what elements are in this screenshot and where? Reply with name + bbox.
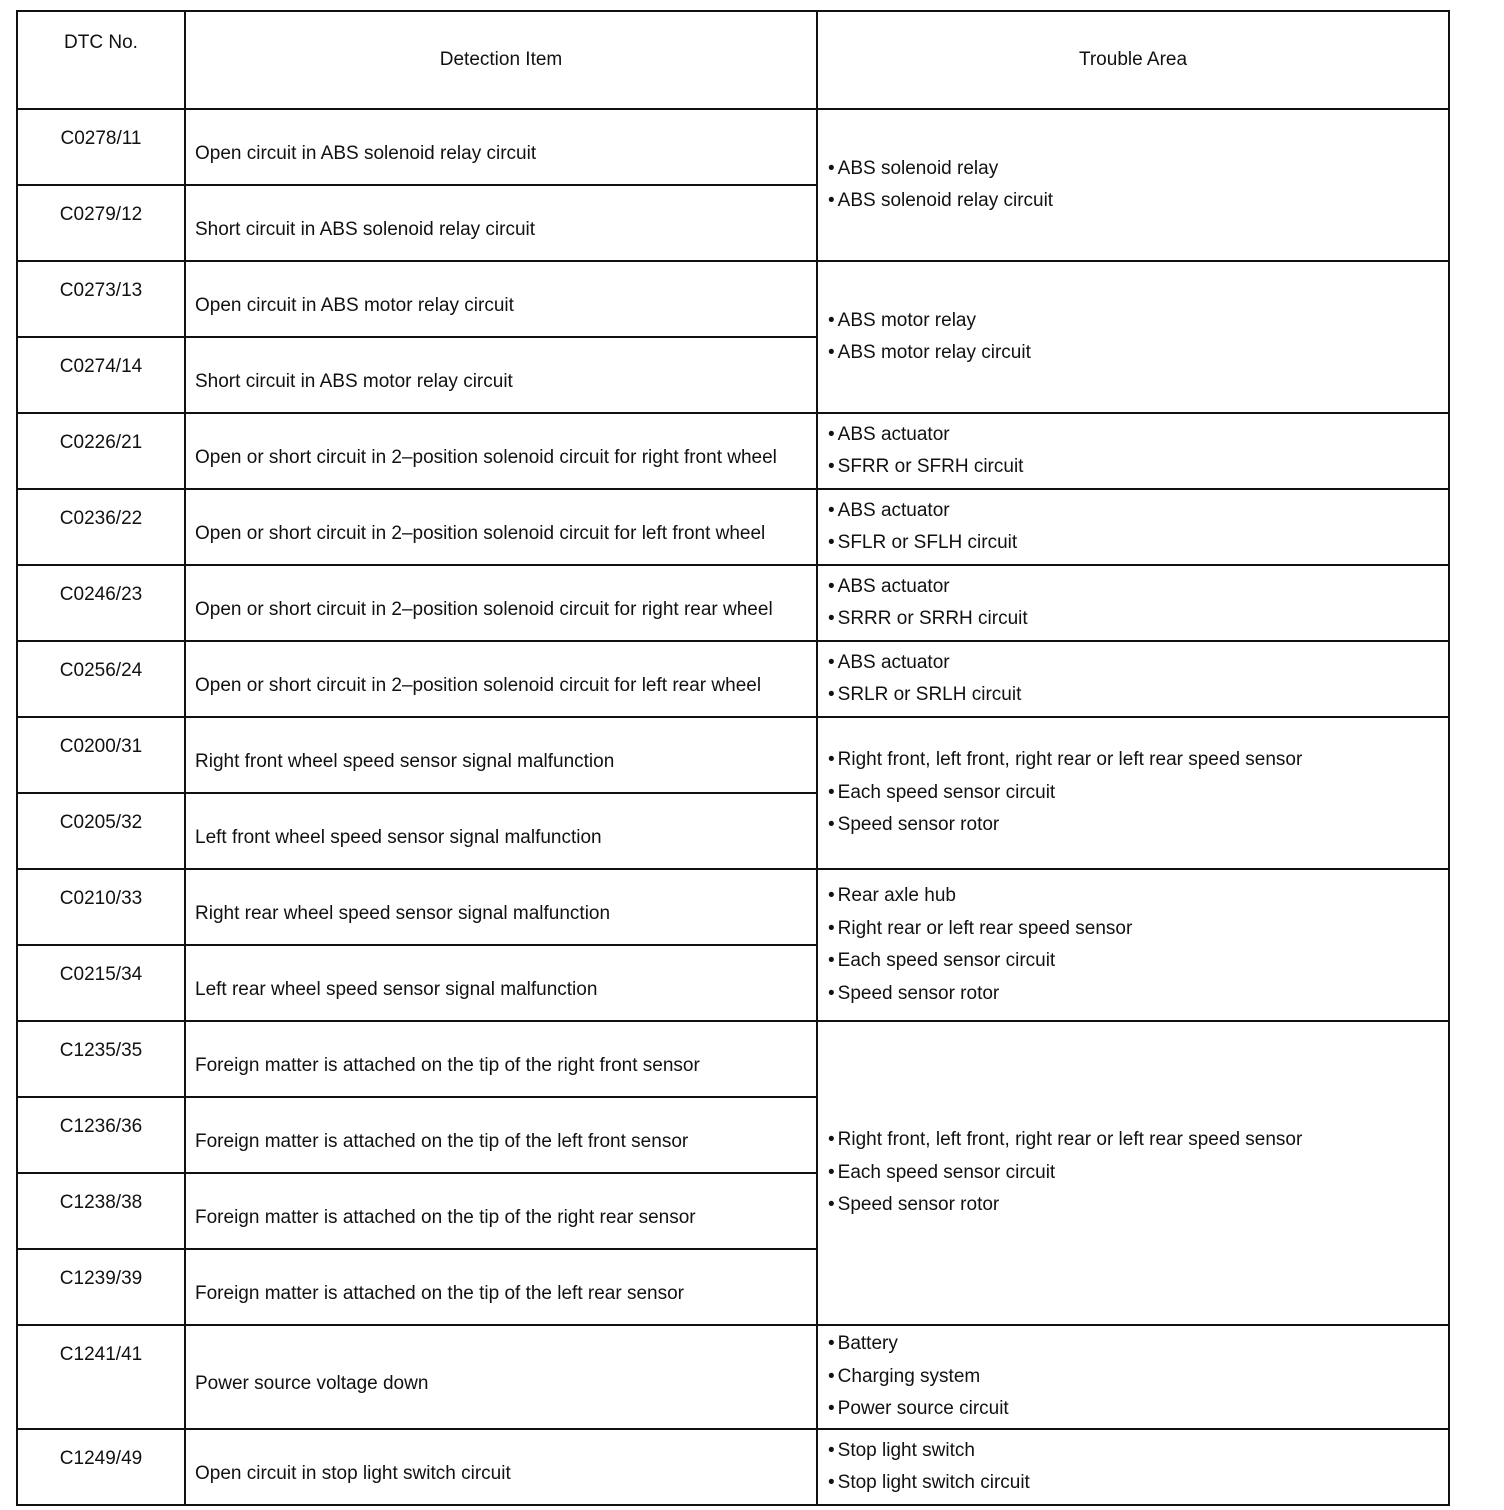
dtc-code: C0215/34	[17, 945, 185, 1021]
trouble-area-item: • Speed sensor rotor	[828, 1189, 1442, 1222]
header-trouble-area: Trouble Area	[817, 11, 1449, 109]
table-row	[17, 413, 1449, 489]
trouble-area-item: • Stop light switch	[828, 1435, 1442, 1468]
table-row	[17, 717, 1449, 793]
detection-item: Foreign matter is attached on the tip of the right front sensor	[185, 1021, 817, 1097]
detection-item: Short circuit in ABS motor relay circuit	[185, 337, 817, 413]
detection-item: Open or short circuit in 2–position solenoid circuit for left rear wheel	[185, 641, 817, 717]
dtc-code: C0274/14	[17, 337, 185, 413]
trouble-area-item: • Each speed sensor circuit	[828, 1157, 1442, 1190]
detection-item: Foreign matter is attached on the tip of the left rear sensor	[185, 1249, 817, 1325]
trouble-area-item: • SRLR or SRLH circuit	[828, 679, 1442, 712]
header-detection-item: Detection Item	[185, 11, 817, 109]
table-row	[17, 489, 1449, 565]
detection-item: Open circuit in ABS solenoid relay circuit	[185, 109, 817, 185]
dtc-code: C0246/23	[17, 565, 185, 641]
trouble-area	[817, 717, 1449, 869]
detection-item: Open or short circuit in 2–position solenoid circuit for left front wheel	[185, 489, 817, 565]
trouble-area-item: • ABS actuator	[828, 571, 1442, 604]
trouble-area-item: • Rear axle hub	[828, 880, 1442, 913]
trouble-area-item: • SFLR or SFLH circuit	[828, 527, 1442, 560]
trouble-area-item: • Stop light switch circuit	[828, 1467, 1442, 1500]
trouble-area	[817, 1429, 1449, 1505]
detection-item: Open circuit in stop light switch circuit	[185, 1429, 817, 1505]
table-row	[17, 565, 1449, 641]
dtc-code: C0205/32	[17, 793, 185, 869]
detection-item: Power source voltage down	[185, 1325, 817, 1429]
trouble-area-item: • ABS solenoid relay	[828, 153, 1442, 186]
trouble-area-item: • ABS actuator	[828, 495, 1442, 528]
trouble-area	[817, 869, 1449, 1021]
trouble-area-item: • Battery	[828, 1328, 1442, 1361]
trouble-area	[817, 565, 1449, 641]
trouble-area-item: • ABS actuator	[828, 419, 1442, 452]
trouble-area-item: • ABS motor relay circuit	[828, 337, 1442, 370]
header-dtc-no: DTC No.	[17, 11, 185, 109]
trouble-area	[817, 641, 1449, 717]
trouble-area-item: • Speed sensor rotor	[828, 978, 1442, 1011]
trouble-area-item: • Right rear or left rear speed sensor	[828, 913, 1442, 946]
trouble-area	[817, 1021, 1449, 1325]
table-row	[17, 1429, 1449, 1505]
detection-item: Right front wheel speed sensor signal malfunction	[185, 717, 817, 793]
detection-item: Foreign matter is attached on the tip of the right rear sensor	[185, 1173, 817, 1249]
trouble-area-item: • Right front, left front, right rear or left rear speed sensor	[828, 1124, 1442, 1157]
dtc-code: C0210/33	[17, 869, 185, 945]
detection-item: Open or short circuit in 2–position solenoid circuit for right rear wheel	[185, 565, 817, 641]
dtc-code: C1236/36	[17, 1097, 185, 1173]
dtc-code: C1241/41	[17, 1325, 185, 1429]
dtc-code: C0273/13	[17, 261, 185, 337]
table-row	[17, 1325, 1449, 1429]
trouble-area-item: • Each speed sensor circuit	[828, 945, 1442, 978]
table-row	[17, 109, 1449, 185]
trouble-area-item: • ABS actuator	[828, 647, 1442, 680]
trouble-area	[817, 261, 1449, 413]
detection-item: Left rear wheel speed sensor signal malfunction	[185, 945, 817, 1021]
detection-item: Open or short circuit in 2–position solenoid circuit for right front wheel	[185, 413, 817, 489]
dtc-table	[16, 10, 1450, 1506]
dtc-code: C0278/11	[17, 109, 185, 185]
trouble-area-item: • Each speed sensor circuit	[828, 777, 1442, 810]
dtc-code: C0226/21	[17, 413, 185, 489]
dtc-code: C1239/39	[17, 1249, 185, 1325]
detection-item: Open circuit in ABS motor relay circuit	[185, 261, 817, 337]
header-row	[17, 11, 1449, 109]
trouble-area-item: • ABS motor relay	[828, 305, 1442, 338]
dtc-code: C1249/49	[17, 1429, 185, 1505]
trouble-area-item: • Charging system	[828, 1361, 1442, 1394]
trouble-area	[817, 109, 1449, 261]
trouble-area-item: • SRRR or SRRH circuit	[828, 603, 1442, 636]
detection-item: Short circuit in ABS solenoid relay circuit	[185, 185, 817, 261]
trouble-area	[817, 413, 1449, 489]
trouble-area-item: • SFRR or SFRH circuit	[828, 451, 1442, 484]
dtc-code: C1238/38	[17, 1173, 185, 1249]
dtc-code: C0279/12	[17, 185, 185, 261]
table-row	[17, 261, 1449, 337]
detection-item: Left front wheel speed sensor signal malfunction	[185, 793, 817, 869]
trouble-area	[817, 489, 1449, 565]
table-row	[17, 1021, 1449, 1097]
dtc-code: C0200/31	[17, 717, 185, 793]
dtc-code: C0236/22	[17, 489, 185, 565]
table-body	[17, 109, 1449, 1505]
trouble-area-item: • Right front, left front, right rear or left rear speed sensor	[828, 744, 1442, 777]
detection-item: Foreign matter is attached on the tip of the left front sensor	[185, 1097, 817, 1173]
table-row	[17, 641, 1449, 717]
trouble-area-item: • ABS solenoid relay circuit	[828, 185, 1442, 218]
trouble-area	[817, 1325, 1449, 1429]
trouble-area-item: • Speed sensor rotor	[828, 809, 1442, 842]
dtc-code: C1235/35	[17, 1021, 185, 1097]
detection-item: Right rear wheel speed sensor signal malfunction	[185, 869, 817, 945]
table-row	[17, 869, 1449, 945]
trouble-area-item: • Power source circuit	[828, 1393, 1442, 1426]
dtc-code: C0256/24	[17, 641, 185, 717]
